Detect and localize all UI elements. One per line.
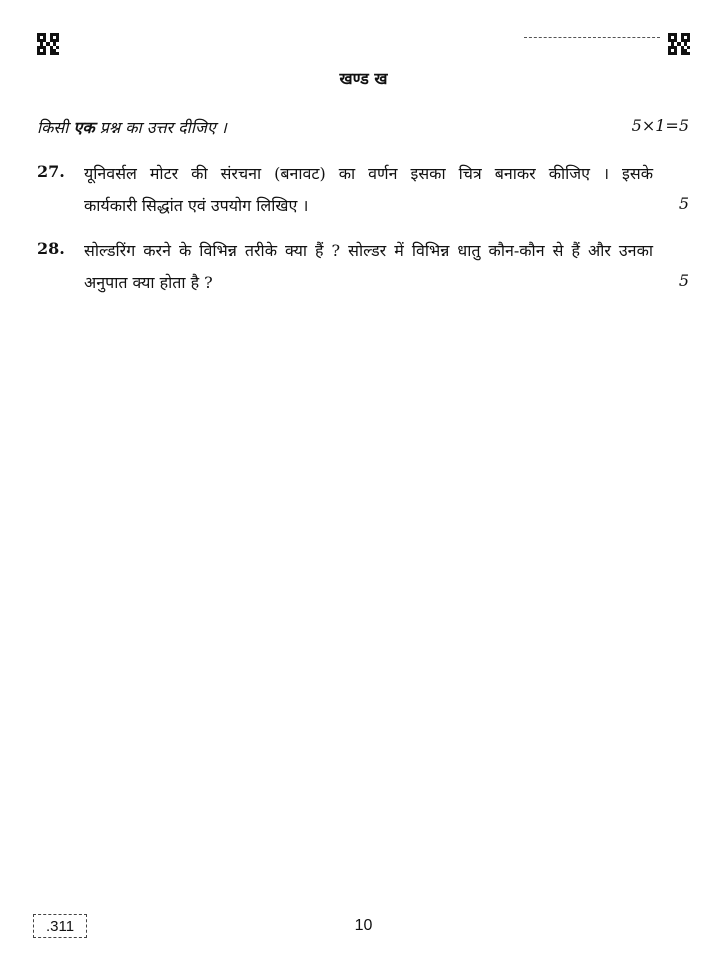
question-number: 27. <box>37 162 65 181</box>
qr-code-icon <box>668 33 690 55</box>
instruction-prefix: किसी <box>37 118 74 137</box>
question-text-line-1: सोल्डरिंग करने के विभिन्न तरीके क्या हैं ? सोल्डर में विभिन्न धातु कौन-कौन से हैं और उनका <box>84 241 653 260</box>
question-text-line-2: कार्यकारी सिद्धांत एवं उपयोग लिखिए । <box>84 196 309 215</box>
question-text-line-1: यूनिवर्सल मोटर की संरचना (बनावट) का वर्णन इसका चित्र बनाकर कीजिए । इसके <box>84 164 653 183</box>
question-number: 28. <box>37 239 65 258</box>
section-title: खण्ड ख <box>339 69 388 88</box>
page-number: 10 <box>354 917 373 934</box>
question-marks: 5 <box>678 271 689 290</box>
paper-code: .311 <box>33 914 87 938</box>
question-27 <box>37 162 689 222</box>
qr-code-icon <box>37 33 59 55</box>
question-marks: 5 <box>678 194 689 213</box>
question-28 <box>37 239 689 299</box>
instruction-emphasis: एक <box>73 118 95 137</box>
instruction-text <box>37 116 227 138</box>
question-text-line-2: अनुपात क्या होता है ? <box>84 273 213 292</box>
instruction-suffix: प्रश्न का उत्तर दीजिए । <box>94 118 227 137</box>
section-marks: 5×1=5 <box>631 116 689 135</box>
roll-number-line <box>524 37 660 38</box>
